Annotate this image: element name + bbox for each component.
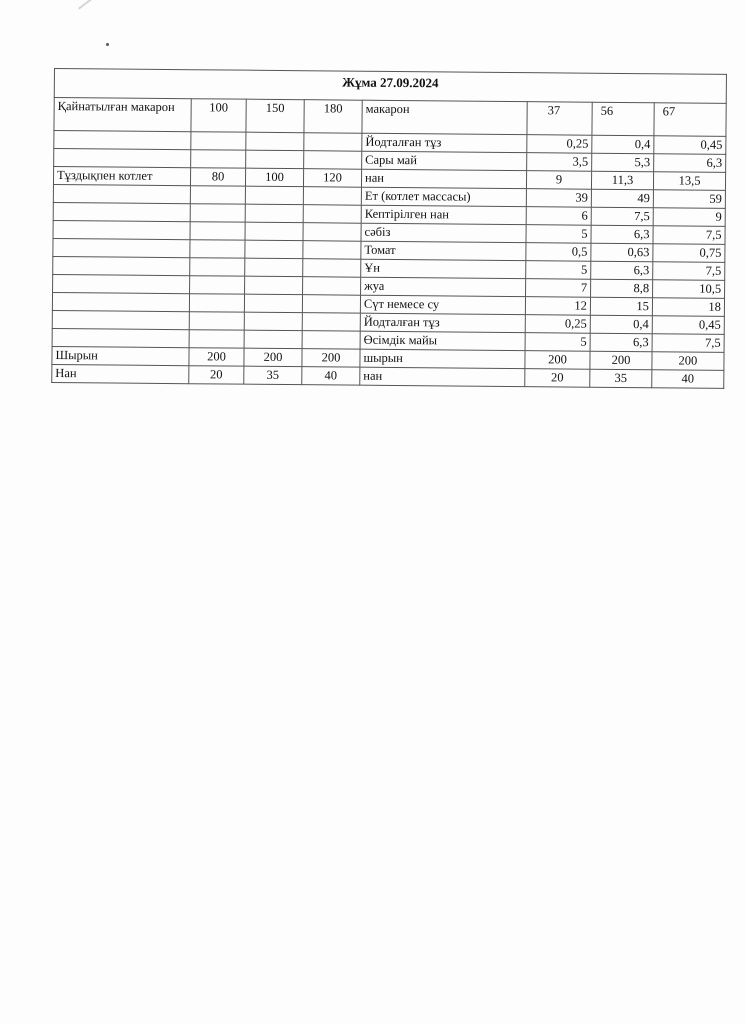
cell-c: 18	[652, 298, 724, 317]
cell-dish	[53, 256, 190, 275]
cell-p2	[244, 330, 302, 349]
cell-c: 40	[652, 370, 724, 389]
cell-p3: 120	[303, 169, 361, 188]
cell-a: 37	[527, 102, 592, 136]
cell-p3	[303, 259, 361, 278]
cell-b: 56	[592, 102, 654, 136]
menu-table	[51, 68, 727, 389]
cell-p3: 180	[304, 100, 362, 134]
cell-ingredient: Ет (котлет массасы)	[361, 187, 526, 206]
cell-p1: 100	[191, 99, 246, 132]
cell-a: 5	[526, 261, 591, 280]
cell-dish	[52, 292, 189, 311]
cell-c: 10,5	[653, 280, 725, 299]
cell-p2: 150	[246, 99, 304, 133]
cell-c: 7,5	[653, 262, 725, 281]
cell-ingredient: нан	[361, 169, 526, 188]
cell-c: 7,5	[653, 226, 725, 245]
cell-a: 5	[525, 333, 590, 352]
cell-p2	[244, 312, 302, 331]
cell-p3	[303, 277, 361, 296]
cell-p1: 20	[189, 366, 244, 384]
cell-a: 39	[526, 189, 591, 208]
cell-dish	[52, 328, 189, 347]
cell-a: 20	[525, 369, 590, 388]
cell-p2: 100	[245, 168, 303, 187]
scan-mark	[78, 0, 151, 10]
cell-a: 6	[526, 207, 591, 226]
cell-dish	[54, 149, 191, 168]
cell-c: 0,45	[654, 136, 726, 155]
cell-dish	[53, 184, 190, 203]
cell-b: 8,8	[591, 279, 653, 298]
cell-b: 0,4	[590, 315, 652, 334]
cell-a: 0,5	[526, 243, 591, 262]
cell-b: 0,63	[591, 243, 653, 262]
cell-c: 13,5	[653, 172, 725, 191]
cell-c: 0,45	[652, 316, 724, 335]
cell-b: 6,3	[590, 333, 652, 352]
cell-p3: 200	[302, 349, 360, 368]
cell-c: 67	[654, 103, 726, 137]
cell-p2	[246, 150, 304, 169]
cell-b: 7,5	[591, 207, 653, 226]
cell-a: 9	[526, 171, 591, 190]
cell-b: 35	[590, 369, 652, 388]
cell-dish: Тұздықпен котлет	[53, 167, 190, 186]
menu-title: Жұма 27.09.2024	[54, 69, 726, 104]
cell-ingredient: Сүт немесе су	[360, 295, 525, 314]
cell-dish	[54, 131, 191, 150]
cell-dish	[52, 310, 189, 329]
cell-dish: Қайнатылған макарон	[54, 98, 191, 132]
cell-p2	[245, 258, 303, 277]
cell-ingredient: Кептірілген нан	[361, 205, 526, 224]
cell-dish	[53, 274, 190, 293]
cell-p1	[191, 132, 246, 150]
cell-p1: 80	[190, 168, 245, 186]
cell-p3	[304, 151, 362, 170]
cell-p2: 35	[244, 366, 302, 385]
cell-p1	[191, 150, 246, 168]
cell-b: 200	[590, 351, 652, 370]
cell-ingredient: Сары май	[362, 151, 527, 170]
cell-p2	[245, 276, 303, 295]
cell-a: 7	[526, 279, 591, 298]
cell-p2	[245, 186, 303, 205]
cell-p1: 200	[189, 348, 244, 366]
cell-p2	[245, 204, 303, 223]
cell-ingredient: Йодталған тұз	[362, 133, 527, 152]
cell-p3	[304, 133, 362, 152]
cell-a: 3,5	[527, 153, 592, 172]
cell-p3	[303, 205, 361, 224]
cell-ingredient: макарон	[362, 100, 527, 134]
cell-a: 0,25	[525, 315, 590, 334]
cell-ingredient: Өсімдік майы	[360, 331, 525, 350]
cell-dish	[53, 220, 190, 239]
cell-ingredient: Томат	[361, 241, 526, 260]
cell-p1	[190, 222, 245, 240]
menu-rows	[52, 98, 726, 389]
cell-p2	[245, 222, 303, 241]
cell-p1	[189, 330, 244, 348]
cell-p1	[190, 240, 245, 258]
cell-c: 0,75	[653, 244, 725, 263]
cell-p1	[190, 258, 245, 276]
cell-dish: Нан	[52, 364, 189, 383]
cell-p1	[190, 204, 245, 222]
cell-b: 5,3	[592, 153, 654, 172]
scan-dot	[106, 43, 109, 46]
cell-b: 0,4	[592, 135, 654, 154]
cell-b: 15	[590, 297, 652, 316]
cell-p1	[190, 186, 245, 204]
cell-dish	[53, 202, 190, 221]
cell-p2: 200	[244, 348, 302, 367]
cell-b: 49	[591, 189, 653, 208]
cell-c: 59	[653, 190, 725, 209]
cell-p3	[302, 331, 360, 350]
cell-c: 7,5	[652, 334, 724, 353]
cell-c: 6,3	[654, 154, 726, 173]
cell-p1	[189, 312, 244, 330]
cell-a: 12	[525, 297, 590, 316]
cell-p3: 40	[302, 367, 360, 386]
cell-p1	[190, 276, 245, 294]
cell-ingredient: Ұн	[361, 259, 526, 278]
cell-p3	[302, 295, 360, 314]
cell-p2	[245, 240, 303, 259]
cell-b: 6,3	[591, 225, 653, 244]
cell-p3	[303, 223, 361, 242]
cell-p3	[303, 241, 361, 260]
cell-ingredient: нан	[360, 367, 525, 386]
cell-p1	[189, 294, 244, 312]
cell-b: 6,3	[591, 261, 653, 280]
cell-p2	[244, 294, 302, 313]
cell-ingredient: жуа	[361, 277, 526, 296]
cell-dish: Шырын	[52, 346, 189, 365]
cell-a: 0,25	[527, 135, 592, 154]
cell-p3	[303, 187, 361, 206]
cell-a: 200	[525, 351, 590, 370]
cell-ingredient: Йодталған тұз	[360, 313, 525, 332]
cell-b: 11,3	[591, 171, 653, 190]
cell-p3	[302, 313, 360, 332]
cell-p2	[246, 132, 304, 151]
cell-c: 200	[652, 352, 724, 371]
cell-c: 9	[653, 208, 725, 227]
cell-a: 5	[526, 225, 591, 244]
cell-dish	[53, 238, 190, 257]
cell-ingredient: сәбіз	[361, 223, 526, 242]
cell-ingredient: шырын	[360, 349, 525, 368]
